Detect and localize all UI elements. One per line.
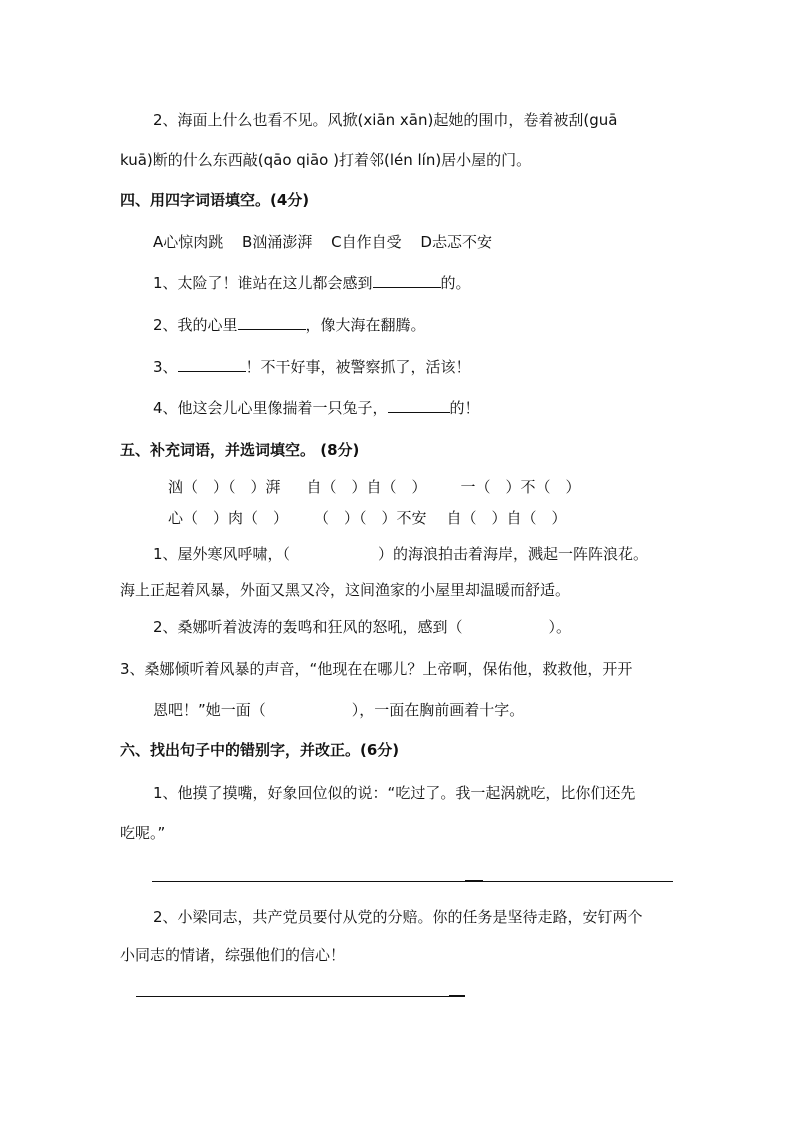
s5-words-row1 [168, 477, 581, 497]
s5-q3-post: ），一面在胸前画着十字。 [351, 701, 525, 719]
s5-word-6: 自（ ）自（ ） [446, 509, 567, 527]
s5-q3-line1: 3、桑娜倾听着风暴的声音，“他现在在哪儿？上帝啊，保佑他，救救他，开开 [120, 660, 633, 678]
s4-q1 [153, 273, 471, 293]
s4-q2-blank[interactable] [238, 315, 306, 330]
s5-q2 [153, 617, 571, 637]
section4-heading: 四、用四字词语填空。(4分) [120, 191, 310, 209]
s5-word-2: 自（ ）自（ ） [306, 478, 427, 496]
s4-q4 [153, 398, 480, 418]
s4-q2-pre: 2、我的心里 [153, 316, 238, 334]
option-d: D忐忑不安 [420, 233, 492, 251]
s4-q3-blank[interactable] [178, 357, 246, 372]
s4-q1-pre: 1、太险了！谁站在这儿都会感到 [153, 274, 373, 292]
s5-word-3: 一（ ）不（ ） [460, 478, 581, 496]
s5-words-row2 [168, 508, 567, 528]
s6-q1-answer-line[interactable] [152, 881, 673, 882]
s4-q3 [153, 357, 471, 377]
s6-q2-line2: 小同志的情诸，综强他们的信心！ [120, 946, 346, 964]
s5-q1-post: ）的海浪拍击着海岸，溅起一阵阵浪花。 [378, 545, 649, 563]
s4-q3-pre: 3、 [153, 358, 178, 376]
s5-q3-line2 [153, 700, 524, 720]
s5-q1 [153, 544, 648, 564]
s5-q3-pre: 恩吧！”她一面（ [153, 701, 266, 719]
s6-q2-answer-mark [449, 995, 465, 997]
s3-q2-line2: kuā)断的什么东西敲(qāo qiāo )打着邻(lén lín)居小屋的门。 [120, 151, 532, 169]
s4-q1-post: 的。 [440, 274, 471, 292]
s6-q2-answer-line[interactable] [136, 996, 464, 997]
s4-q1-blank[interactable] [373, 273, 441, 288]
s4-q3-post: ！不干好事，被警察抓了，活该！ [245, 358, 471, 376]
s5-word-1: 汹（ ）（ ）湃 [168, 478, 281, 496]
option-b: B汹涌澎湃 [242, 233, 313, 251]
s5-word-5: （ ）（ ）不安 [314, 509, 427, 527]
s4-q4-post: 的！ [449, 399, 480, 417]
s4-q4-pre: 4、他这会儿心里像揣着一只兔子， [153, 399, 388, 417]
s5-q1-line2: 海上正起着风暴，外面又黑又冷，这间渔家的小屋里却温暖而舒适。 [120, 581, 571, 599]
s4-q2 [153, 315, 426, 335]
s6-q2-line1: 2、小梁同志，共产党员要付从党的分赔。你的任务是坚待走路，安钉两个 [153, 908, 643, 926]
s6-q1-line2: 吃呢。” [120, 824, 166, 842]
option-a: A心惊肉跳 [153, 233, 224, 251]
s5-q2-pre: 2、桑娜听着波涛的轰鸣和狂风的怒吼，感到（ [153, 618, 463, 636]
section5-heading: 五、补充词语，并选词填空。 (8分) [120, 441, 360, 459]
s5-q1-pre: 1、屋外寒风呼啸，（ [153, 545, 291, 563]
section6-heading: 六、找出句子中的错别字，并改正。(6分) [120, 741, 400, 759]
s6-q1-line1: 1、他摸了摸嘴，好象回位似的说：“吃过了。我一起涡就吃，比你们还先 [153, 784, 636, 802]
option-c: C自作自受 [331, 233, 402, 251]
s4-q2-post: ，像大海在翻腾。 [305, 316, 426, 334]
s5-q2-post: ）。 [548, 618, 572, 636]
s5-word-4: 心（ ）肉（ ） [168, 509, 289, 527]
s6-q1-answer-mark [465, 880, 483, 882]
s4-q4-blank[interactable] [388, 398, 450, 413]
s3-q2-line1: 2、海面上什么也看不见。风掀(xiān xān)起她的围巾，卷着被刮(guā [153, 111, 618, 129]
section4-options [153, 232, 506, 252]
